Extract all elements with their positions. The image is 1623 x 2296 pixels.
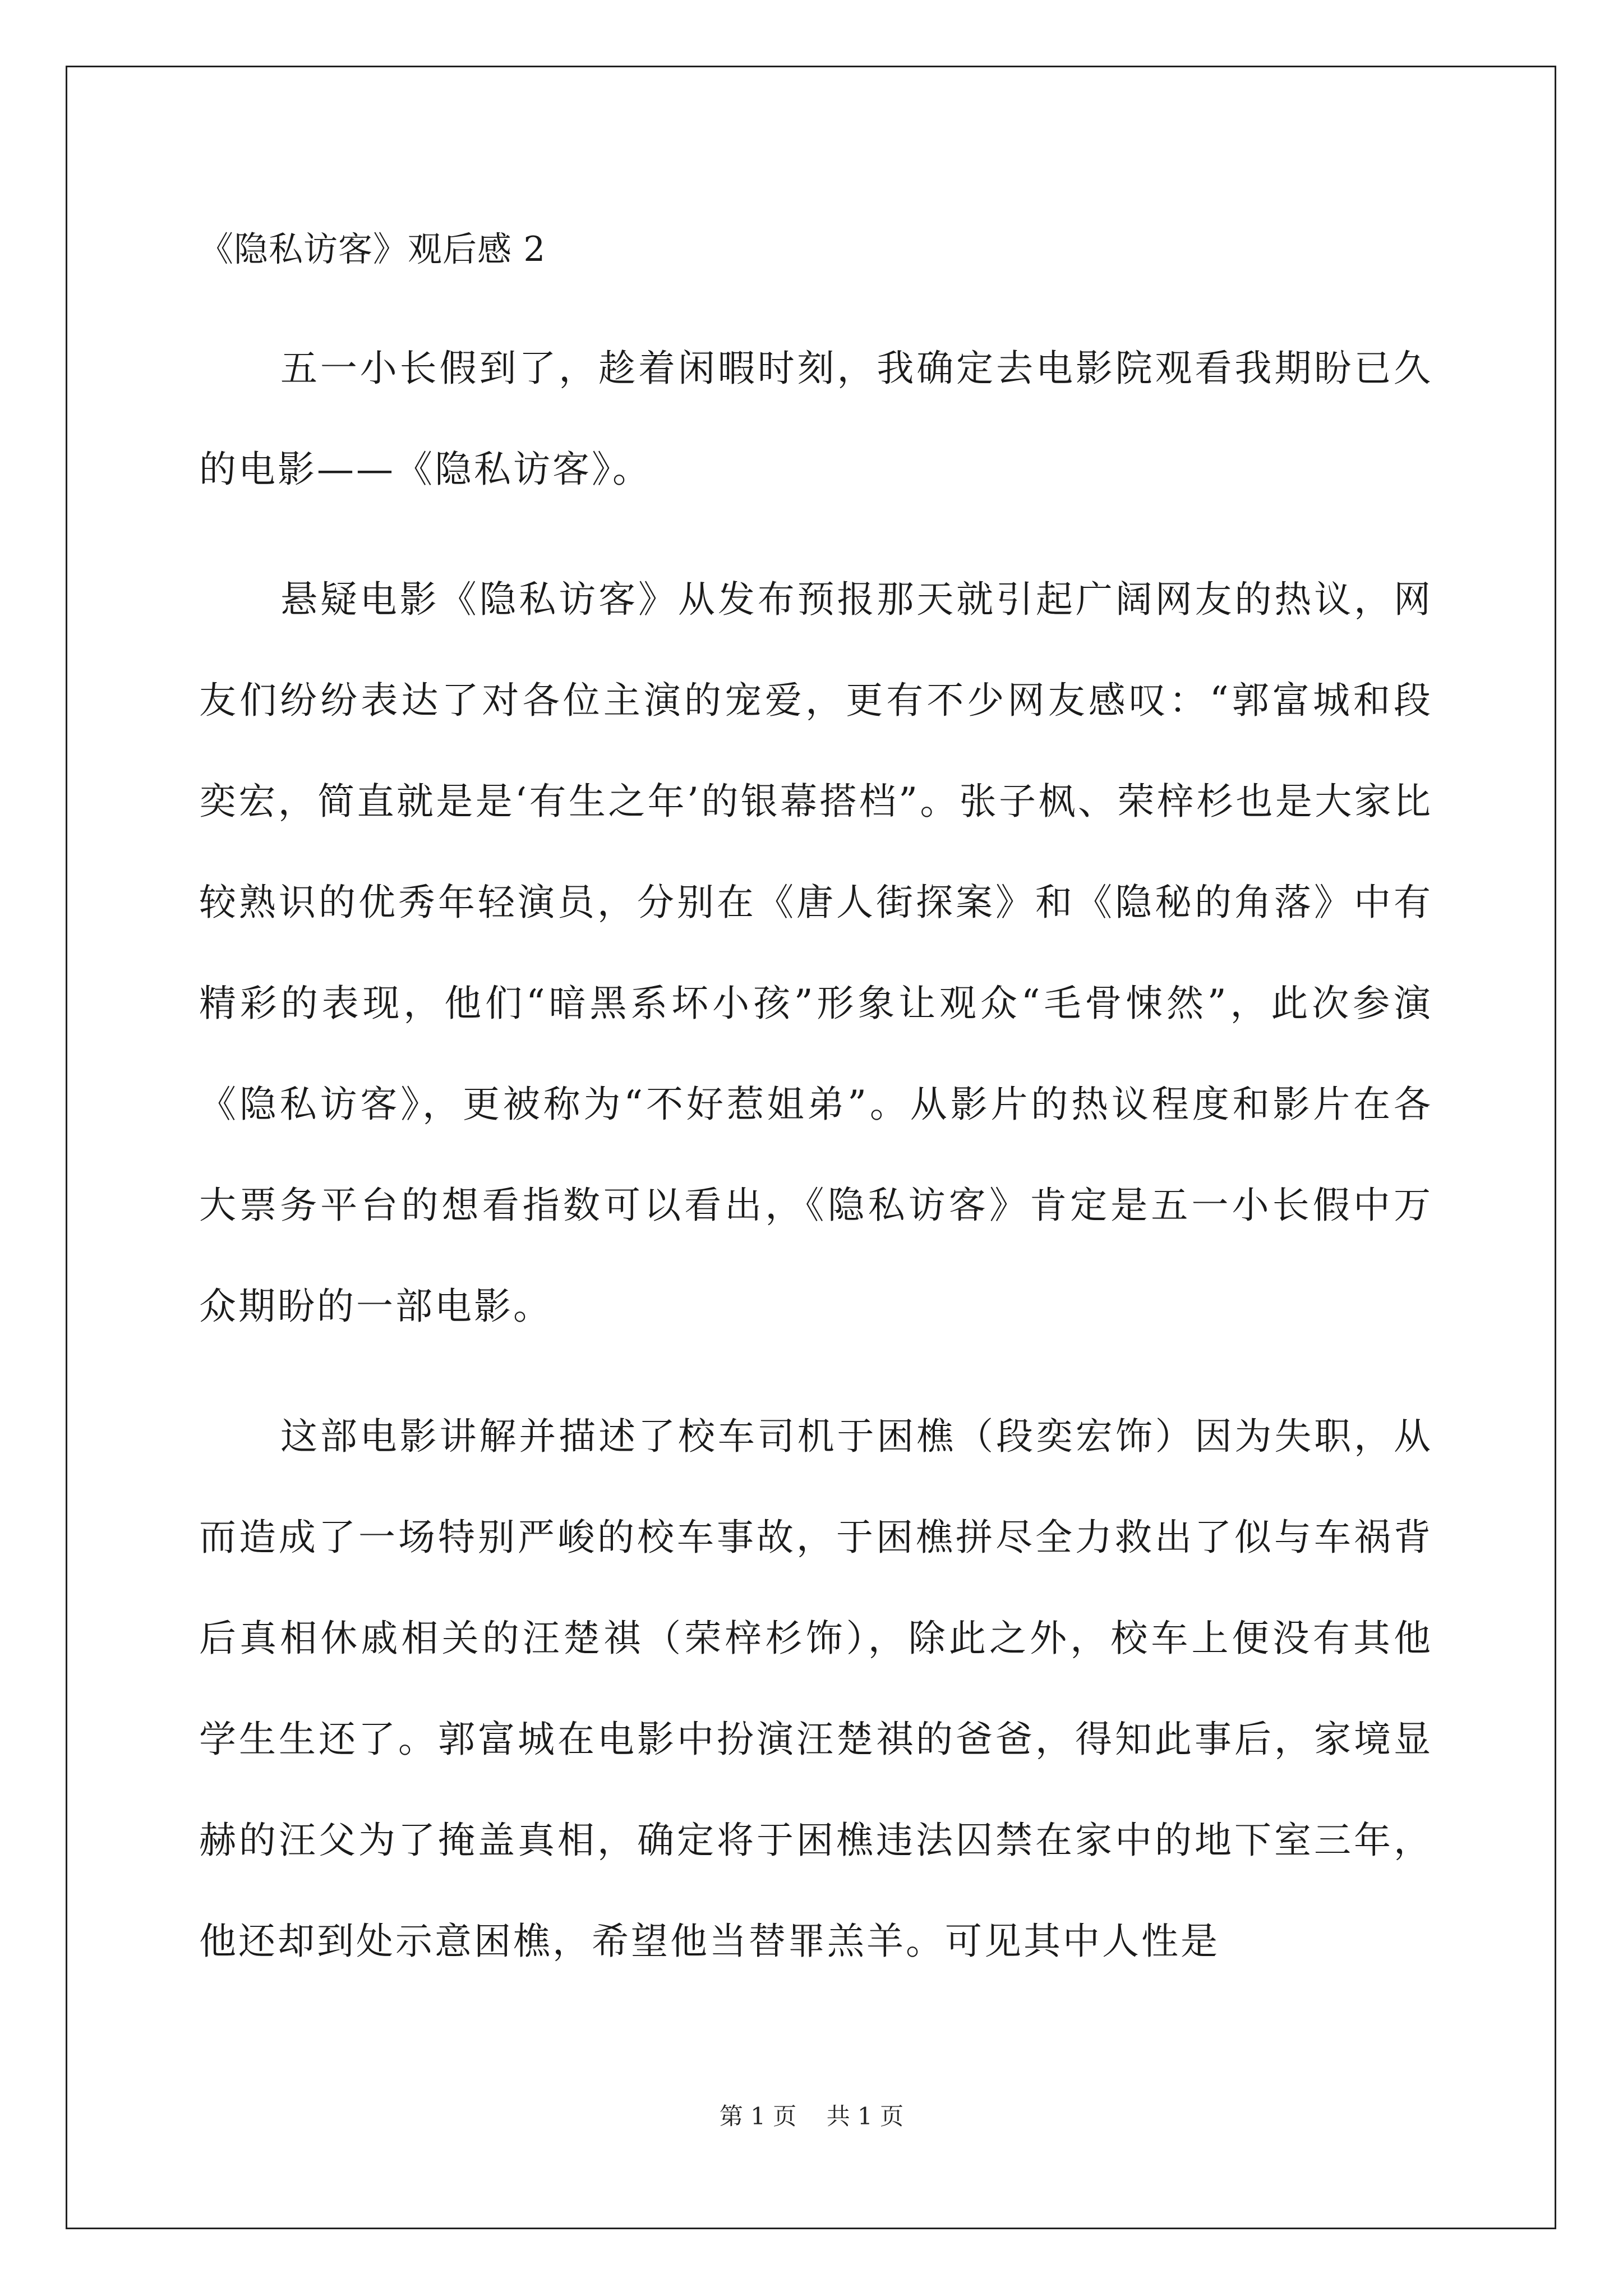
paragraph-3: 这部电影讲解并描述了校车司机于困樵（段奕宏饰）因为失职，从而造成了一场特别严峻的校车事故，于困樵拼尽全力救出了似与车祸背后真相休戚相关的汪楚祺（荣梓杉饰），除此之外，校车上便没有其他学生生还了。郭富城在电影中扮演汪楚祺的爸爸，得知此事后，家境显赫的汪父为了掩盖真相，确定将于困樵违法囚禁在家中的地下室三年，他还却到处示意困樵，希望他当替罪羔羊。可见其中人性是 (199, 1415, 1433, 1963)
document-title: 《隐私访客》观后感 2 (199, 229, 546, 269)
paragraph-1: 五一小长假到了，趁着闲暇时刻，我确定去电影院观看我期盼已久的电影——《隐私访客》。 (199, 347, 1433, 491)
page-number-footer: 第 1 页 共 1 页 (719, 2102, 904, 2130)
paragraph-2: 悬疑电影《隐私访客》从发布预报那天就引起广阔网友的热议，网友们纷纷表达了对各位主演的宠爱，更有不少网友感叹：“郭富城和段奕宏，简直就是是‘有生之年’的银幕搭档”。张子枫、荣梓杉也是大家比较熟识的优秀年轻演员，分别在《唐人街探案》和《隐秘的角落》中有精彩的表现，他们“暗黑系坏小孩”形象让观众“毛骨悚然”，此次参演《隐私访客》，更被称为“不好惹姐弟”。从影片的热议程度和影片在各大票务平台的想看指数可以看出，《隐私访客》肯定是五一小长假中万众期盼的一部电影。 (199, 578, 1433, 1328)
document-body (199, 210, 1433, 1992)
